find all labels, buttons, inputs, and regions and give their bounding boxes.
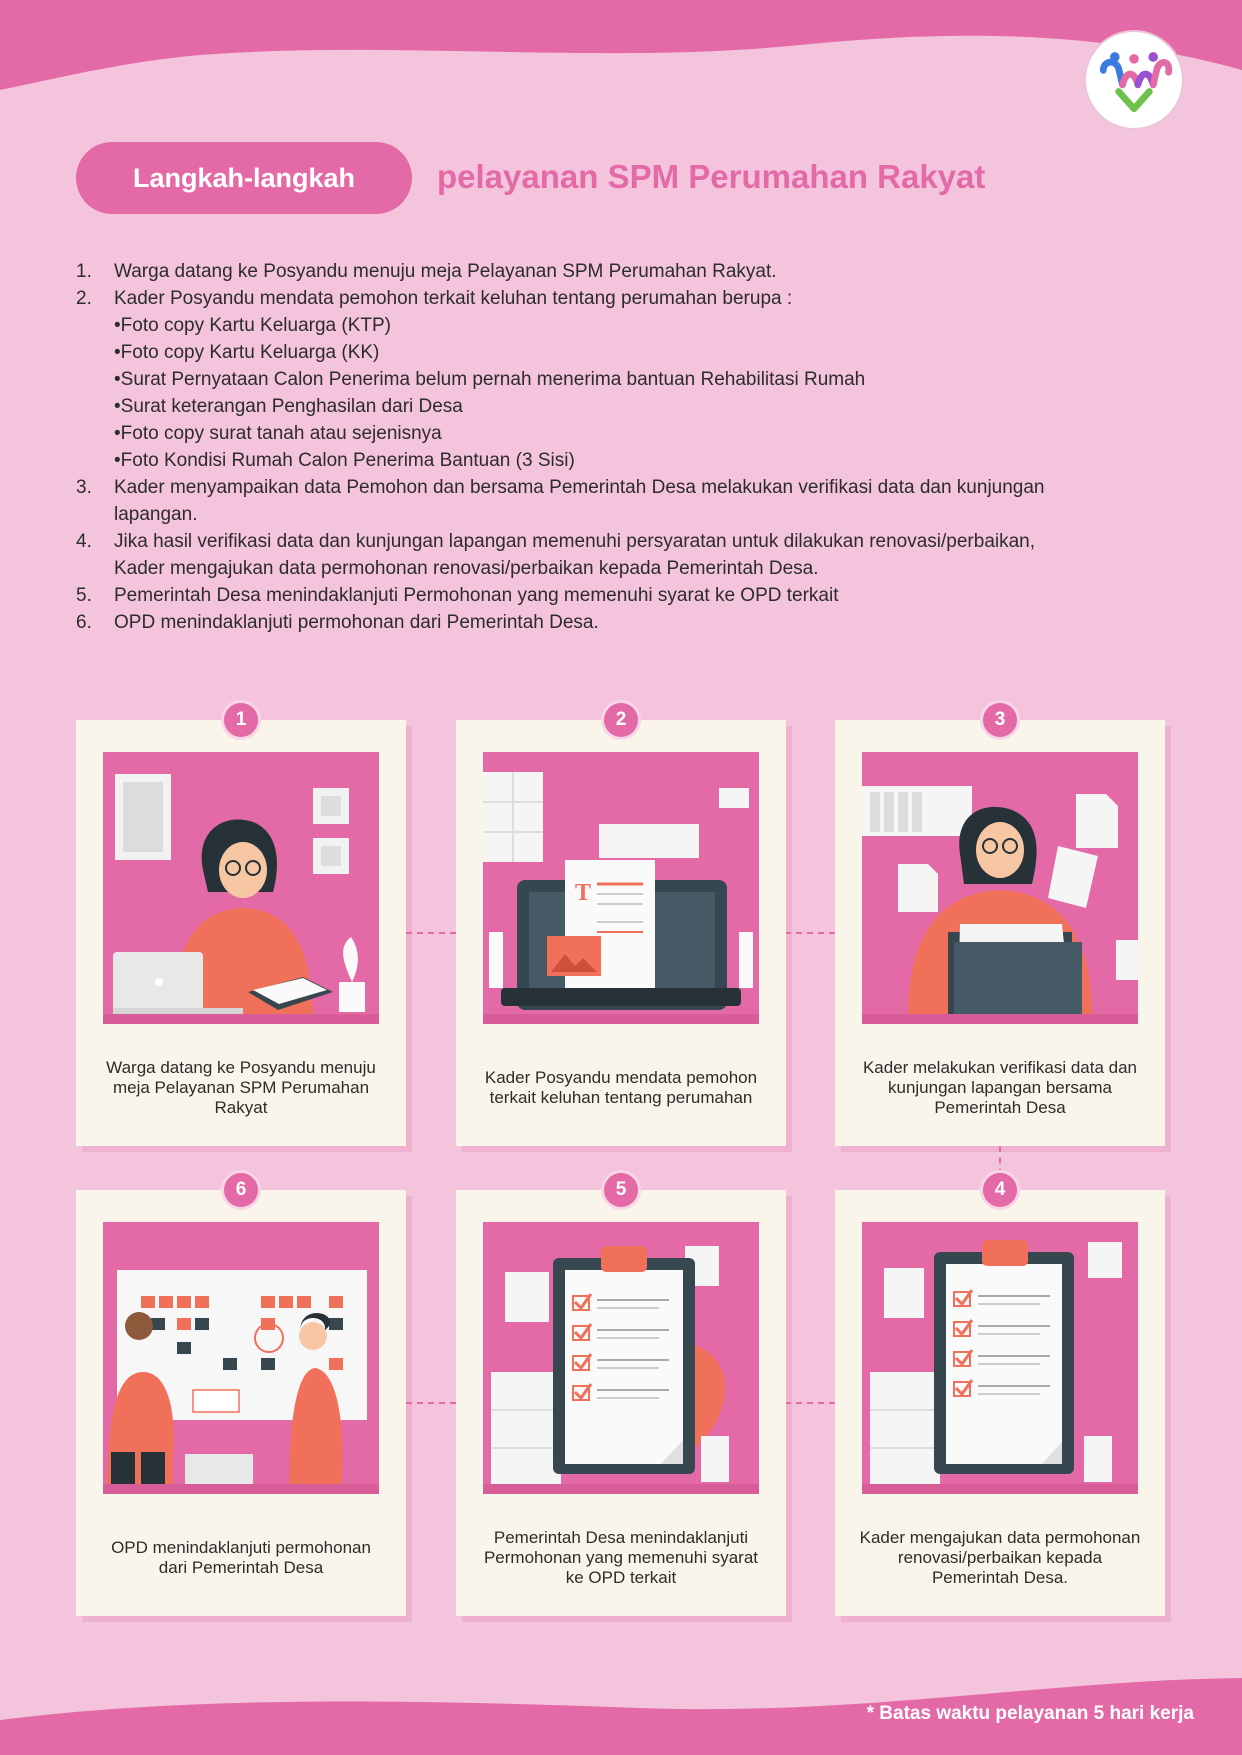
step-number-badge: 4 [980,1170,1020,1210]
woman-with-documents-illustration [862,752,1138,1024]
footnote: * Batas waktu pelayanan 5 hari kerja [866,1703,1194,1724]
step-item: 3. Kader menyampaikan data Pemohon dan bersama Pemerintah Desa melakukan verifikasi data dan kunjungan lapangan. [76,477,1045,525]
svg-text:T: T [575,880,592,906]
step-caption: OPD menindaklanjuti permohonan dari Pemerintah Desa [111,1538,371,1577]
step-connector [785,1402,835,1404]
step-connector [785,932,835,934]
step-card-1 [76,709,406,1146]
step-item: 1. Warga datang ke Posyandu menuju meja Pelayanan SPM Perumahan Rakyat. [76,261,777,282]
step-number-badge: 6 [221,1170,261,1210]
step-card-5 [456,1179,786,1616]
step-caption: Warga datang ke Posyandu menuju meja Pelayanan SPM Perumahan Rakyat [106,1058,376,1117]
organization-logo [1084,30,1184,130]
clipboard-checklist-illustration [483,1222,759,1494]
step-caption: Kader melakukan verifikasi data dan kunjungan lapangan bersama Pemerintah Desa [862,1058,1138,1117]
step-item: 4. Jika hasil verifikasi data dan kunjungan lapangan memenuhi persyaratan untuk dilakukan renovasi/perbaikan, Kader mengajukan data permohonan renovasi/perbaikan kepada Pemerintah Desa. [76,531,1036,579]
step-item: 6. OPD menindaklanjuti permohonan dari Pemerintah Desa. [76,612,599,633]
requirement-item: •Foto copy Kartu Keluarga (KK) [114,342,380,363]
step-number-badge: 1 [221,700,261,740]
step-item: 5. Pemerintah Desa menindaklanjuti Permohonan yang memenuhi syarat ke OPD terkait [76,585,839,606]
requirement-item: •Foto copy surat tanah atau sejenisnya [114,423,442,444]
step-number-badge: 5 [601,1170,641,1210]
requirement-item: •Surat keterangan Penghasilan dari Desa [114,396,463,417]
step-number-badge: 2 [601,700,641,740]
people-at-board-illustration [103,1222,379,1494]
step-item: 2. Kader Posyandu mendata pemohon terkait keluhan tentang perumahan berupa : •Foto copy Kartu Keluarga (KTP) •Foto copy Kartu Keluarga (KK) •Surat Pernyataan Calon Penerima belum pernah menerima bantuan Rehabilitasi Rumah •Surat keterangan Penghasilan dari Desa •Foto copy surat tanah atau sejenisnya •Foto Kondisi Rumah Calon Penerima Bantuan (3 Sisi) [76,288,866,471]
step-caption: Pemerintah Desa menindaklanjuti Permohonan yang memenuhi syarat ke OPD terkait [483,1528,759,1587]
page-title: pelayanan SPM Perumahan Rakyat [437,158,986,195]
step-card-3 [835,709,1165,1146]
laptop-document-illustration [483,752,759,1024]
step-connector [406,1402,456,1404]
top-wave-decoration [0,0,1242,110]
requirement-item: •Foto Kondisi Rumah Calon Penerima Bantuan (3 Sisi) [114,450,575,471]
step-card-6 [76,1179,406,1616]
step-caption: Kader mengajukan data permohonan renovasi/perbaikan kepada Pemerintah Desa. [859,1528,1141,1587]
step-card-2 [456,709,786,1146]
step-connector [406,932,456,934]
woman-laptop-reading-illustration [103,752,379,1024]
requirement-item: •Foto copy Kartu Keluarga (KTP) [114,315,391,336]
requirement-item: •Surat Pernyataan Calon Penerima belum pernah menerima bantuan Rehabilitasi Rumah [114,369,866,390]
step-number-badge: 3 [980,700,1020,740]
clipboard-checklist-illustration [862,1222,1138,1494]
steps-list [76,258,1176,636]
step-caption: Kader Posyandu mendata pemohon terkait keluhan tentang perumahan [484,1068,758,1107]
title-pill: Langkah-langkah [76,142,412,214]
step-card-4 [835,1179,1165,1616]
